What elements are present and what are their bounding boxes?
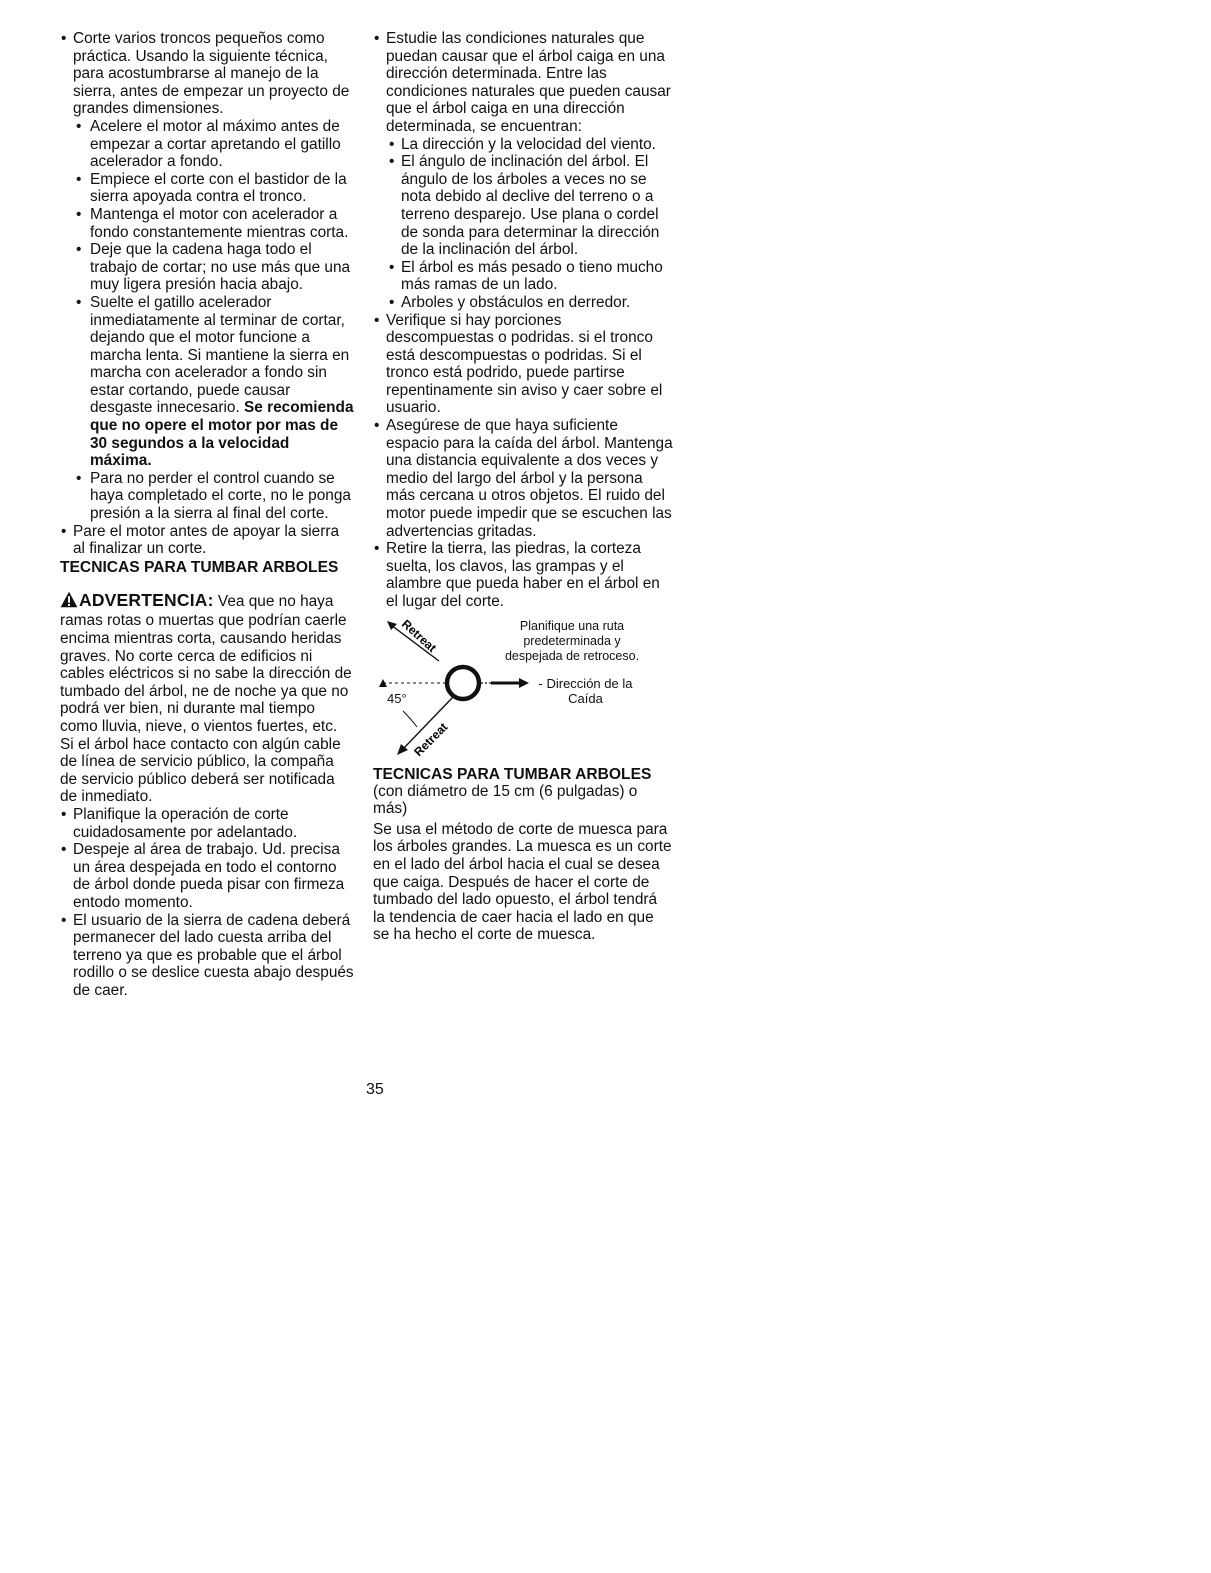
rot-check-bullet: • Verifique si hay porciones descompuestas o podridas. si el tronco está descompuestas o podridas. Si el tronco está podrido, puede partirse repentinamente sin aviso y caer sobre el usuario. (373, 312, 673, 418)
practice-step-1: • Acelere el motor al máximo antes de empezar a cortar apretando el gatillo acelerador a fondo. (60, 118, 355, 171)
warning-triangle-icon (60, 591, 78, 613)
practice-step-4: • Deje que la cadena haga todo el trabajo de cortar; no use más que una muy ligera presión hacia abajo. (60, 241, 355, 294)
release-bold-note: Se recomienda que no opere el motor por mas de 30 segundos a la velocidad máxima. (90, 399, 354, 470)
practice-intro: • Corte varios troncos pequeños como práctica. Usando la siguiente técnica, para acostumbrarse al manejo de la sierra, antes de empezar un proyecto de grandes dimensiones. (60, 30, 355, 118)
condition-lean: • El ángulo de inclinación del árbol. El ángulo de los árboles a veces no se nota debido al declive del terreno o a terreno desparejo. Use plana o cordel de sonda para determinar la dirección de la inclinación del árbol. (373, 153, 673, 259)
right-column (373, 30, 673, 944)
section-heading-felling: TECNICAS PARA TUMBAR ARBOLES (60, 558, 339, 576)
fall-direction-arrowhead (519, 678, 529, 688)
condition-wind: • La dirección y la velocidad del viento. (373, 136, 673, 154)
study-conditions-intro: • Estudie las condiciones naturales que puedan causar que el árbol caiga en una dirección determinada. Entre las condiciones naturales que pueden causar que el árbol caiga en una dirección determinada, se encuentran: (373, 30, 673, 136)
plan-route-label: Planifique una ruta predeterminada y despejada de retroceso. (504, 618, 640, 663)
angle-arc (403, 711, 417, 727)
warning-title: ADVERTENCIA: (79, 589, 214, 610)
release-text: Suelte el gatillo acelerador inmediatamente al terminar de cortar, dejando que el motor funcione a marcha lenta. Si mantiene la sierra en marcha con acelerador a fondo sin estar cortando, puede causar desgaste innecesario. (90, 293, 350, 417)
clear-area-bullet: • Despeje al área de trabajo. Ud. precisa un área despejada en todo el contorno de árbol donde pueda pisar con firmeza entodo momento. (60, 841, 355, 911)
warning-block (60, 591, 355, 806)
practice-step-3: • Mantenga el motor con acelerador a fondo constantemente mientras corta. (60, 206, 355, 241)
condition-obstacles: • Arboles y obstáculos en derredor. (373, 294, 673, 312)
retreat-label-lower: Retreat (411, 719, 451, 759)
plan-bullet: • Planifique la operación de corte cuidadosamente por adelantado. (60, 806, 355, 841)
notch-method-text: Se usa el método de corte de muesca para los árboles grandes. La muesca es un corte en el lado del árbol hacia el cual se desea que caiga. Después de hacer el corte de tumbado del lado opuesto, el árbol tendrá la tendencia de caer hacia el lado en que se ha hecho el corte de muesca. (373, 820, 672, 944)
left-column (60, 30, 355, 999)
tree-circle (447, 667, 479, 699)
retreat-label-upper: Retreat (398, 616, 440, 655)
space-bullet: • Asegúrese de que haya suficiente espacio para la caída del árbol. Mantenga una distancia equivalente a dos veces y medio del largo del árbol y la persona más cercana u otros objetos. El ruido del motor puede impedir que se escuchen las advertencias gritadas. (373, 417, 673, 540)
angle-label: 45° (387, 690, 407, 706)
section-subheading-diameter: (con diámetro de 15 cm (6 pulgadas) o más) (373, 782, 638, 818)
page-number: 35 (366, 1081, 384, 1098)
condition-weight: • El árbol es más pesado o tieno mucho más ramas de un lado. (373, 259, 673, 294)
remove-debris-bullet: • Retire la tierra, las piedras, la corteza suelta, los clavos, las grampas y el alambre que pueda haber en el árbol en el lugar del corte. (373, 540, 673, 610)
section-heading-felling-large: TECNICAS PARA TUMBAR ARBOLES (373, 765, 652, 783)
practice-step-5 (60, 294, 355, 470)
retreat-path-diagram (373, 617, 673, 765)
uphill-bullet: • El usuario de la sierra de cadena deberá permanecer del lado cuesta arriba del terreno ya que es probable que el árbol rodillo o se deslice cuesta abajo después de caer. (60, 912, 355, 1000)
practice-step-2: • Empiece el corte con el bastidor de la sierra apoyada contra el tronco. (60, 171, 355, 206)
fall-direction-label: - Dirección de la Caída (538, 675, 633, 706)
practice-step-6: • Para no perder el control cuando se haya completado el corte, no le ponga presión a la sierra al final del corte. (60, 470, 355, 523)
stop-motor-bullet: • Pare el motor antes de apoyar la sierra al finalizar un corte. (60, 523, 355, 558)
warning-text: Vea que no haya ramas rotas o muertas que podrían caerle encima mientras corta, causando heridas graves. No corte cerca de edificios ni cables eléctricos si no sabe la dirección de tumbado del árbol, ne de noche ya que no podrá ver bien, ni durante mal tiempo como lluvia, nieve, o vientos fuertes, etc. Si el árbol hace contacto con algún cable de línea de servicio público, la compaña de servicio público deberá ser notificada de inmediato. (60, 592, 352, 806)
